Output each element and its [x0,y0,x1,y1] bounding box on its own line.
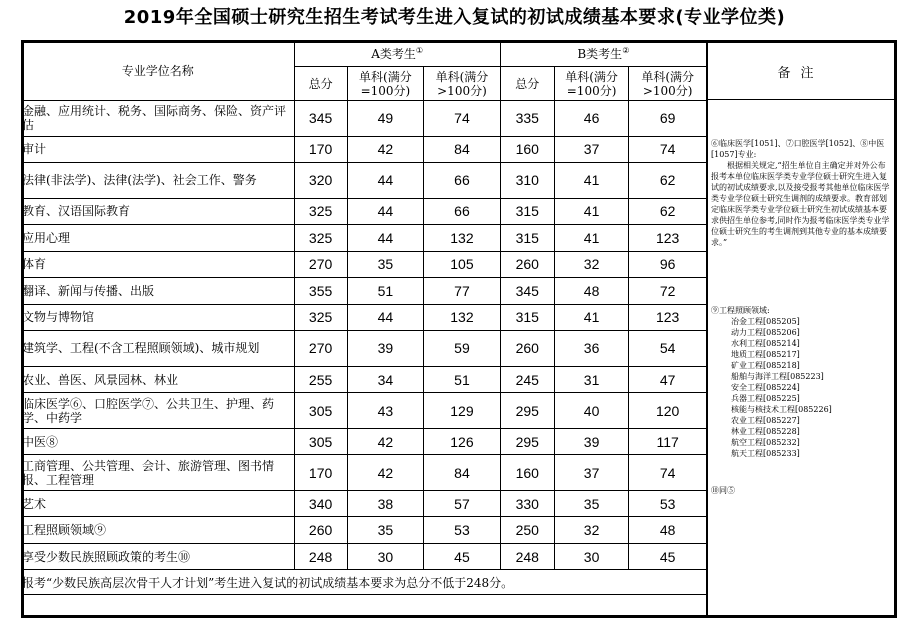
group-a-header: A类考生① [294,41,500,67]
a-total-cell: 270 [294,331,347,367]
engineering-field-item: 动力工程[085206] [731,328,800,337]
table-row [22,428,707,455]
major-name-cell: 体育 [22,251,295,278]
engineering-field-item: 冶金工程[085205] [731,317,800,326]
b-total-cell: 315 [500,225,554,252]
b-singleover-cell: 62 [629,198,707,225]
a-singleover-cell: 129 [424,393,501,429]
a-singleover-cell: 77 [424,278,501,305]
b-total-cell: 310 [500,163,554,199]
b-single100-cell: 48 [554,278,629,305]
b-singleover-cell: 123 [629,304,707,331]
a-single100-header: 单科(满分=100分) [347,67,424,101]
a-total-cell: 170 [294,455,347,491]
b-total-cell: 248 [500,543,554,570]
major-name-cell: 享受少数民族照顾政策的考生⑩ [22,543,295,570]
engineering-field-item: 林业工程[085228] [731,427,800,436]
b-single100-cell: 41 [554,304,629,331]
b-total-cell: 160 [500,455,554,491]
major-name-cell: 工商管理、公共管理、会计、旅游管理、图书情报、工程管理 [22,455,295,491]
a-singleover-cell: 51 [424,366,501,393]
a-total-cell: 325 [294,225,347,252]
b-single100-cell: 40 [554,393,629,429]
b-single100-cell: 37 [554,136,629,163]
table-row [22,490,707,517]
a-single100-cell: 44 [347,163,424,199]
b-single100-cell: 41 [554,198,629,225]
a-single100-cell: 39 [347,331,424,367]
b-singleover-cell: 123 [629,225,707,252]
a-single100-cell: 51 [347,278,424,305]
a-total-cell: 270 [294,251,347,278]
a-total-cell: 305 [294,393,347,429]
b-singleover-cell: 72 [629,278,707,305]
footnote: 报考“少数民族高层次骨干人才计划”考生进入复试的初试成绩基本要求为总分不低于248分。 [22,570,707,595]
remark-minority [711,485,891,496]
group-b-header: B类考生② [500,41,706,67]
b-single100-cell: 36 [554,331,629,367]
major-name-cell: 文物与博物馆 [22,304,295,331]
major-name-cell: 中医⑧ [22,428,295,455]
b-single100-header: 单科(满分=100分) [554,67,629,101]
a-single100-cell: 42 [347,136,424,163]
b-total-cell: 315 [500,304,554,331]
remark-medical [711,138,891,248]
engineering-field-item: 农业工程[085227] [731,416,800,425]
a-singleover-cell: 126 [424,428,501,455]
b-singleover-cell: 54 [629,331,707,367]
a-total-cell: 320 [294,163,347,199]
a-single100-cell: 44 [347,225,424,252]
a-singleover-cell: 45 [424,543,501,570]
a-singleover-cell: 59 [424,331,501,367]
major-name-cell: 工程照顾领域⑨ [22,517,295,544]
a-single100-cell: 35 [347,251,424,278]
engineering-field-item: 核能与核技术工程[085226] [731,405,832,414]
b-total-cell: 250 [500,517,554,544]
a-total-cell: 260 [294,517,347,544]
b-total-cell: 260 [500,331,554,367]
remarks-panel [707,100,894,615]
a-single100-cell: 43 [347,393,424,429]
engineering-field-list [711,316,891,459]
engineering-field-item: 水利工程[085214] [731,339,800,348]
b-singleover-cell: 47 [629,366,707,393]
b-single100-cell: 39 [554,428,629,455]
b-single100-cell: 32 [554,251,629,278]
major-header: 专业学位名称 [22,41,295,101]
a-single100-cell: 38 [347,490,424,517]
major-name-cell: 教育、汉语国际教育 [22,198,295,225]
a-total-cell: 325 [294,198,347,225]
a-single100-cell: 34 [347,366,424,393]
b-total-cell: 315 [500,198,554,225]
b-single100-cell: 41 [554,225,629,252]
engineering-field-item: 安全工程[085224] [731,383,800,392]
a-singleover-cell: 132 [424,225,501,252]
b-singleover-cell: 45 [629,543,707,570]
b-singleover-cell: 74 [629,136,707,163]
remarks-header: 备注 [707,43,894,100]
table-row [22,225,707,252]
engineering-field-item: 地质工程[085217] [731,350,800,359]
b-singleover-cell: 53 [629,490,707,517]
b-singleover-cell: 74 [629,455,707,491]
b-total-cell: 295 [500,393,554,429]
a-singleover-cell: 53 [424,517,501,544]
table-row [22,543,707,570]
a-singleover-cell: 66 [424,163,501,199]
table-row [22,163,707,199]
a-single100-cell: 49 [347,101,424,137]
table-row [22,517,707,544]
major-name-cell: 审计 [22,136,295,163]
a-total-cell: 345 [294,101,347,137]
a-single100-cell: 42 [347,455,424,491]
b-single100-cell: 37 [554,455,629,491]
a-total-cell: 355 [294,278,347,305]
engineering-field-item: 矿业工程[085218] [731,361,800,370]
engineering-field-item: 航空工程[085232] [731,438,800,447]
b-total-cell: 260 [500,251,554,278]
a-singleover-cell: 84 [424,136,501,163]
table-row [22,304,707,331]
a-total-header: 总分 [294,67,347,101]
a-total-cell: 248 [294,543,347,570]
table-row [22,366,707,393]
a-total-cell: 325 [294,304,347,331]
b-total-header: 总分 [500,67,554,101]
remark-medical-body: 根据相关规定,“招生单位自主确定并对外公布报考本单位临床医学类专业学位硕士研究生进入复试的初试成绩要求,以及接受报考其他单位临床医学类专业学位硕士研究生调剂的成绩要求。教育部划定临床医学类专业学位硕士研究生初试成绩基本要求供招生单位参考,同时作为报考临床医学类专业学位硕士研究生的考生调剂到其他专业的基本成绩要求。” [711,161,890,247]
b-total-cell: 345 [500,278,554,305]
page-title: 2019年全国硕士研究生招生考试考生进入复试的初试成绩基本要求(专业学位类) [123,7,786,28]
remark-engineering [711,305,891,459]
engineering-field-item: 兵器工程[085225] [731,394,800,403]
a-singleover-header: 单科(满分>100分) [424,67,501,101]
engineering-field-item: 航天工程[085233] [731,449,800,458]
a-total-cell: 255 [294,366,347,393]
table-row [22,331,707,367]
a-single100-cell: 35 [347,517,424,544]
major-name-cell: 艺术 [22,490,295,517]
b-single100-cell: 41 [554,163,629,199]
b-singleover-cell: 96 [629,251,707,278]
table-row [22,251,707,278]
major-name-cell: 法律(非法学)、法律(法学)、社会工作、警务 [22,163,295,199]
b-single100-cell: 32 [554,517,629,544]
major-name-cell: 金融、应用统计、税务、国际商务、保险、资产评估 [22,101,295,137]
table-row [22,101,707,137]
major-name-cell: 农业、兽医、风景园林、林业 [22,366,295,393]
table-row [22,278,707,305]
a-singleover-cell: 132 [424,304,501,331]
b-singleover-cell: 62 [629,163,707,199]
table-row [22,198,707,225]
a-total-cell: 340 [294,490,347,517]
table-row [22,136,707,163]
remark-minority-text: ⑩同⑤ [711,486,735,495]
a-single100-cell: 44 [347,304,424,331]
a-singleover-cell: 57 [424,490,501,517]
major-name-cell: 应用心理 [22,225,295,252]
remark-medical-title: ⑥临床医学[1051]、⑦口腔医学[1052]、⑧中医[1057]专业: [711,139,885,159]
table-row [22,455,707,491]
a-single100-cell: 30 [347,543,424,570]
a-singleover-cell: 84 [424,455,501,491]
b-single100-cell: 30 [554,543,629,570]
b-total-cell: 295 [500,428,554,455]
a-singleover-cell: 74 [424,101,501,137]
b-total-cell: 160 [500,136,554,163]
a-total-cell: 305 [294,428,347,455]
b-singleover-cell: 69 [629,101,707,137]
a-singleover-cell: 66 [424,198,501,225]
b-total-cell: 330 [500,490,554,517]
table-row [22,393,707,429]
score-table [21,40,707,595]
engineering-field-item: 船舶与海洋工程[085223] [731,372,824,381]
major-name-cell: 临床医学⑥、口腔医学⑦、公共卫生、护理、药学、中药学 [22,393,295,429]
b-singleover-cell: 48 [629,517,707,544]
major-name-cell: 翻译、新闻与传播、出版 [22,278,295,305]
b-total-cell: 335 [500,101,554,137]
b-total-cell: 245 [500,366,554,393]
a-total-cell: 170 [294,136,347,163]
b-single100-cell: 46 [554,101,629,137]
a-single100-cell: 42 [347,428,424,455]
b-singleover-cell: 117 [629,428,707,455]
b-single100-cell: 35 [554,490,629,517]
a-singleover-cell: 105 [424,251,501,278]
a-single100-cell: 44 [347,198,424,225]
b-singleover-header: 单科(满分>100分) [629,67,707,101]
major-name-cell: 建筑学、工程(不含工程照顾领域)、城市规划 [22,331,295,367]
b-single100-cell: 31 [554,366,629,393]
remark-engineering-title: ⑨工程照顾领域: [711,306,770,315]
b-singleover-cell: 120 [629,393,707,429]
